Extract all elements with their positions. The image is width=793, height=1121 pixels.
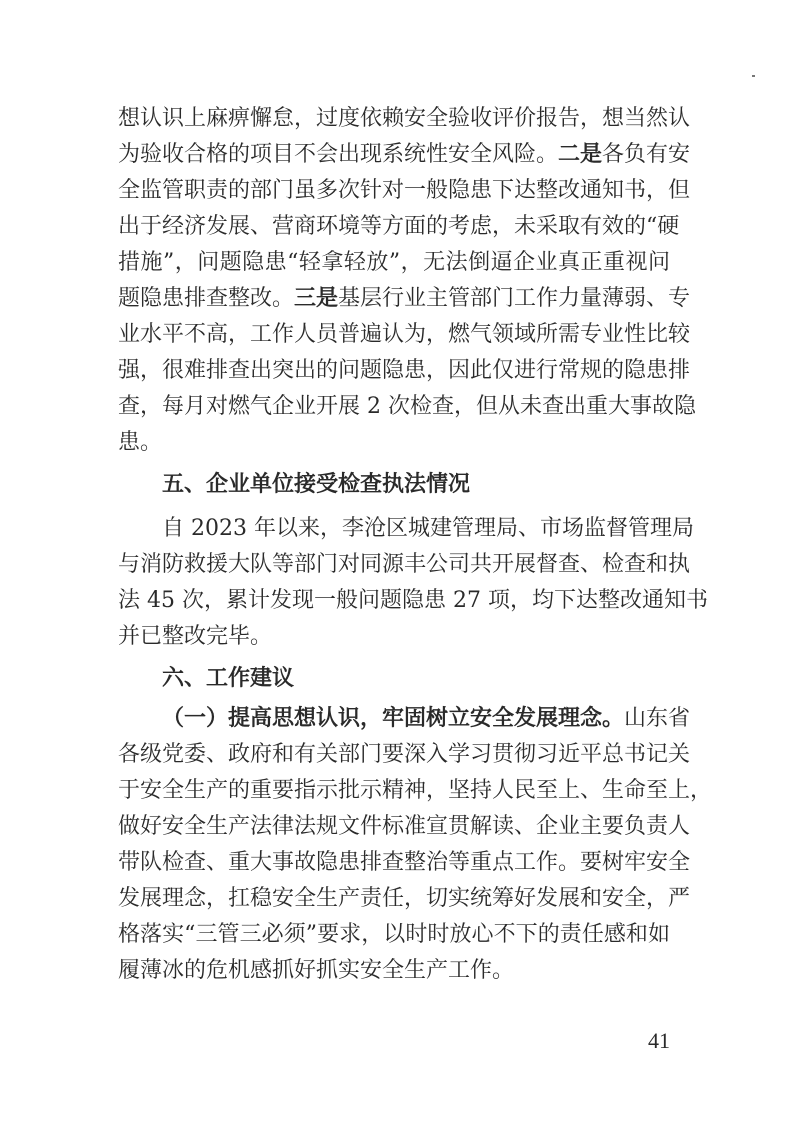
- text-line: 想认识上麻痹懈怠，过度依赖安全验收评价报告，想当然认: [118, 106, 691, 131]
- text-line: 措施”，问题隐患“轻拿轻放”，无法倒逼企业真正重视问: [118, 250, 670, 275]
- scan-speck: [752, 75, 755, 77]
- section-heading-6: 六、工作建议: [162, 666, 295, 691]
- text-line: 格落实“三管三必须”要求，以时时放心不下的责任感和如: [118, 922, 670, 947]
- text-span: 题隐患排查整改。: [118, 286, 295, 311]
- text-line: 各级党委、政府和有关部门要深入学习贯彻习近平总书记关: [118, 742, 691, 767]
- text-line: 于安全生产的重要指示批示精神，坚持人民至上、生命至上，: [118, 778, 713, 803]
- text-line: 业水平不高，工作人员普遍认为，燃气领域所需专业性比较: [118, 322, 691, 347]
- subsection-title-1: （一）提高思想认识，牢固树立安全发展理念。: [162, 706, 625, 731]
- section-heading-5: 五、企业单位接受检查执法情况: [162, 472, 471, 497]
- text-line: 查，每月对燃气企业开展 2 次检查，但从未查出重大事故隐: [118, 394, 696, 419]
- text-line: 并已整改完毕。: [118, 624, 273, 649]
- text-span: 为验收合格的项目不会出现系统性安全风险。: [118, 142, 559, 167]
- bold-marker-three: 三是: [294, 286, 339, 311]
- text-line: 出于经济发展、营商环境等方面的考虑，未采取有效的“硬: [118, 214, 680, 239]
- text-span: 各负有安: [602, 142, 691, 167]
- text-line: 发展理念，扛稳安全生产责任，切实统筹好发展和安全，严: [118, 886, 691, 911]
- text-line: 与消防救援大队等部门对同源丰公司共开展督查、检查和执: [118, 552, 691, 577]
- text-line: 患。: [118, 430, 163, 455]
- page-number: 41: [648, 1028, 670, 1053]
- text-line: 法 45 次，累计发现一般问题隐患 27 项，均下达整改通知书: [118, 588, 708, 613]
- text-line: 带队检查、重大事故隐患排查整治等重点工作。要树牢安全: [118, 850, 691, 875]
- text-line: [118, 140, 691, 170]
- text-line: 做好安全生产法律法规文件标准宣贯解读、企业主要负责人: [118, 814, 691, 839]
- text-span: 山东省: [624, 706, 691, 731]
- text-line: [118, 284, 691, 314]
- text-line: [162, 704, 691, 734]
- text-span: 基层行业主管部门工作力量薄弱、专: [338, 286, 691, 311]
- text-line: 全监管职责的部门虽多次针对一般隐患下达整改通知书，但: [118, 178, 691, 203]
- text-line: 履薄冰的危机感抓好抓实安全生产工作。: [118, 958, 515, 983]
- text-line: 强，很难排查出突出的问题隐患，因此仅进行常规的隐患排: [118, 358, 691, 383]
- bold-marker-two: 二是: [558, 142, 603, 167]
- text-line: 自 2023 年以来，李沧区城建管理局、市场监督管理局: [162, 516, 694, 541]
